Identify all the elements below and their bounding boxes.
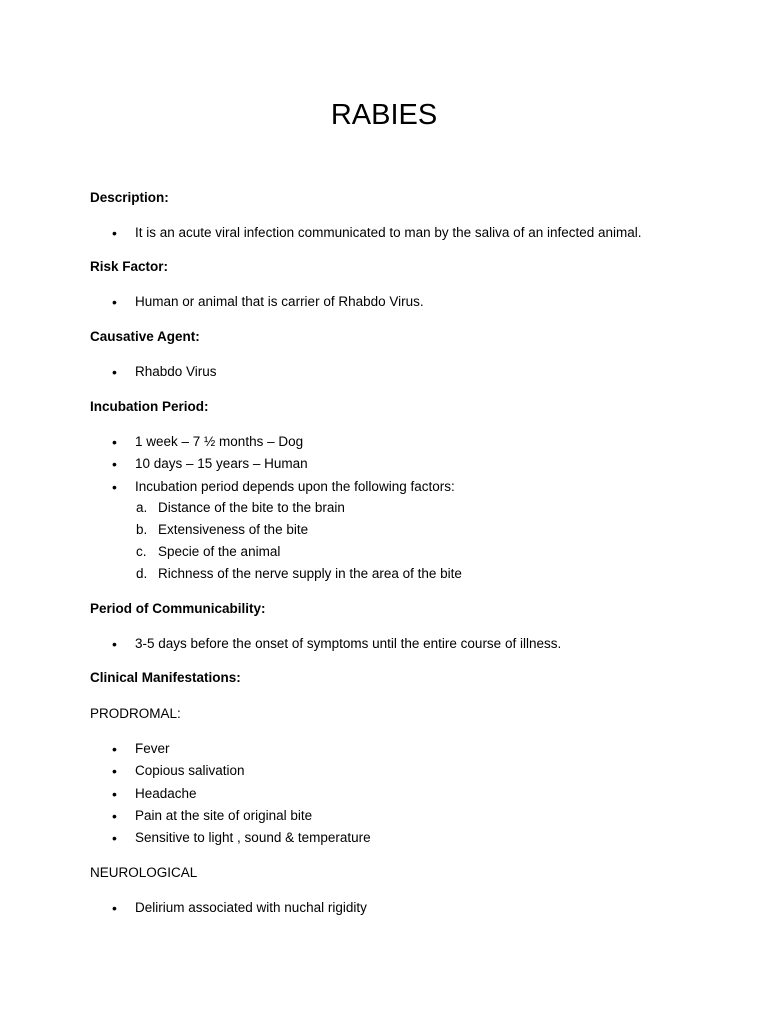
list-item-text: Sensitive to light , sound & temperature [135, 830, 371, 845]
list-item-text: Human or animal that is carrier of Rhabdo Virus. [135, 294, 424, 309]
list-item-text: Pain at the site of original bite [135, 808, 313, 823]
list-item-text: 10 days – 15 years – Human [135, 456, 308, 471]
bullet-icon: • [112, 479, 117, 495]
factor-text: Specie of the animal [158, 544, 281, 559]
page-title: RABIES [330, 99, 438, 131]
factor-text: Extensiveness of the bite [158, 522, 309, 537]
list-marker: c. [136, 544, 147, 559]
causative-agent-heading: Causative Agent: [90, 329, 200, 344]
list-item [0, 293, 768, 311]
factor-list-item [0, 543, 768, 561]
bullet-icon: • [112, 741, 117, 757]
list-marker: a. [136, 500, 148, 515]
list-item [0, 363, 768, 381]
list-item [0, 829, 768, 847]
bullet-icon: • [112, 808, 117, 824]
risk-factor-heading: Risk Factor: [90, 259, 169, 274]
list-item [0, 899, 768, 917]
description-heading: Description: [90, 190, 169, 205]
list-item [0, 785, 768, 803]
list-item [0, 433, 768, 451]
bullet-icon: • [112, 364, 117, 380]
incubation-period-heading: Incubation Period: [90, 399, 209, 414]
list-item [0, 635, 768, 653]
bullet-icon: • [112, 786, 117, 802]
list-item [0, 762, 768, 780]
list-item-text: It is an acute viral infection communicated to man by the saliva of an infected animal. [135, 225, 642, 240]
list-item-text: Fever [135, 741, 170, 756]
list-marker: b. [136, 522, 148, 537]
factor-list-item [0, 499, 768, 517]
list-item [0, 478, 768, 496]
list-item [0, 455, 768, 473]
clinical-manifestations-heading: Clinical Manifestations: [90, 670, 241, 685]
period-of-communicability-heading: Period of Communicability: [90, 601, 266, 616]
bullet-icon: • [112, 434, 117, 450]
list-item-text: Incubation period depends upon the following factors: [135, 479, 455, 494]
list-item [0, 807, 768, 825]
bullet-icon: • [112, 763, 117, 779]
factor-text: Distance of the bite to the brain [158, 500, 345, 515]
list-item-text: Copious salivation [135, 763, 245, 778]
prodromal-label: PRODROMAL: [90, 706, 181, 721]
list-item-text: Rhabdo Virus [135, 364, 217, 379]
list-item-text: Delirium associated with nuchal rigidity [135, 900, 367, 915]
factor-list-item [0, 565, 768, 583]
bullet-icon: • [112, 830, 117, 846]
bullet-icon: • [112, 900, 117, 916]
list-marker: d. [136, 566, 148, 581]
list-item [0, 740, 768, 758]
bullet-icon: • [112, 225, 117, 241]
bullet-icon: • [112, 294, 117, 310]
list-item-text: 1 week – 7 ½ months – Dog [135, 434, 304, 449]
factor-list-item [0, 521, 768, 539]
bullet-icon: • [112, 636, 117, 652]
factor-text: Richness of the nerve supply in the area of the bite [158, 566, 462, 581]
neurological-label: NEUROLOGICAL [90, 865, 198, 880]
list-item-text: 3-5 days before the onset of symptoms until the entire course of illness. [135, 636, 562, 651]
list-item-text: Headache [135, 786, 197, 801]
bullet-icon: • [112, 456, 117, 472]
list-item [0, 224, 768, 242]
